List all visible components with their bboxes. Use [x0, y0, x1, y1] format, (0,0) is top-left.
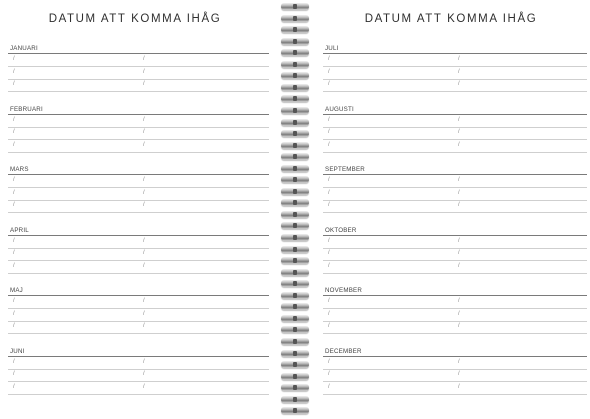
date-separator: /	[328, 262, 330, 269]
date-separator: /	[13, 358, 15, 365]
date-separator: /	[458, 358, 460, 365]
spiral-ring	[281, 211, 309, 218]
date-separator: /	[143, 68, 145, 75]
spiral-ring	[281, 84, 309, 91]
spiral-ring	[281, 326, 309, 333]
date-separator: /	[458, 383, 460, 390]
date-separator: /	[458, 56, 460, 62]
date-separator: /	[458, 189, 460, 196]
date-entry-row[interactable]	[323, 188, 587, 201]
month-section-september	[323, 166, 587, 226]
date-separator: /	[328, 56, 330, 62]
date-separator: /	[13, 298, 15, 304]
date-separator: /	[328, 310, 330, 317]
left-page	[0, 0, 278, 419]
date-separator: /	[328, 116, 330, 123]
date-entry-row[interactable]	[8, 357, 269, 370]
date-separator: /	[143, 237, 145, 244]
date-entry-row[interactable]	[323, 79, 587, 92]
date-separator: /	[458, 237, 460, 244]
month-label: JULI	[325, 45, 339, 52]
date-entry-row[interactable]	[323, 248, 587, 261]
date-separator: /	[13, 371, 15, 377]
date-separator: /	[13, 81, 15, 87]
date-separator: /	[143, 189, 145, 196]
right-page	[312, 0, 590, 419]
date-separator: /	[143, 310, 145, 317]
date-separator: /	[143, 129, 145, 135]
spiral-ring	[281, 338, 309, 345]
date-entry-row[interactable]	[8, 54, 269, 67]
spiral-ring	[281, 142, 309, 149]
date-entry-row[interactable]	[8, 115, 269, 128]
date-separator: /	[328, 129, 330, 135]
spiral-ring	[281, 72, 309, 79]
date-entry-row[interactable]	[323, 140, 587, 153]
month-label: OKTOBER	[325, 226, 357, 234]
date-separator: /	[143, 358, 145, 365]
month-section-juli	[323, 45, 587, 105]
spiral-ring	[281, 280, 309, 287]
date-entry-row[interactable]	[323, 296, 587, 309]
spiral-ring	[281, 350, 309, 357]
spiral-ring	[281, 107, 309, 114]
spiral-ring	[281, 384, 309, 391]
date-entry-row[interactable]	[8, 188, 269, 201]
spiral-ring	[281, 165, 309, 172]
date-separator: /	[458, 371, 460, 377]
month-label: NOVEMBER	[325, 287, 363, 294]
month-section-november	[323, 287, 587, 347]
month-section-oktober	[323, 227, 587, 287]
date-separator: /	[13, 129, 15, 135]
date-entry-row[interactable]	[323, 236, 587, 249]
month-section-april	[8, 227, 269, 287]
spiral-ring	[281, 199, 309, 206]
date-entry-row[interactable]	[323, 115, 587, 128]
right-page-title: DATUM ATT KOMMA IHÅG	[364, 13, 538, 25]
date-separator: /	[13, 177, 15, 183]
date-separator: /	[143, 383, 145, 390]
spiral-ring	[281, 3, 309, 10]
date-entry-row[interactable]	[8, 140, 269, 153]
date-separator: /	[458, 177, 460, 183]
date-entry-row[interactable]	[8, 296, 269, 309]
month-label: JANUARI	[10, 45, 38, 52]
month-section-december	[323, 348, 587, 408]
spiral-ring	[281, 234, 309, 241]
date-separator: /	[328, 237, 330, 244]
spiral-ring	[281, 292, 309, 299]
date-entry-row[interactable]	[8, 200, 269, 213]
date-separator: /	[13, 68, 15, 75]
date-separator: /	[458, 310, 460, 317]
date-separator: /	[143, 116, 145, 123]
date-separator: /	[143, 141, 145, 148]
date-separator: /	[143, 81, 145, 87]
date-entry-row[interactable]	[8, 236, 269, 249]
date-separator: /	[458, 129, 460, 135]
spiral-ring	[281, 373, 309, 380]
date-separator: /	[13, 237, 15, 244]
date-separator: /	[328, 68, 330, 75]
month-section-februari	[8, 106, 269, 166]
spiral-ring	[281, 15, 309, 22]
month-section-maj	[8, 287, 269, 347]
spiral-ring	[281, 269, 309, 276]
spiral-ring	[281, 61, 309, 68]
date-separator: /	[328, 250, 330, 256]
spiral-ring	[281, 303, 309, 310]
spiral-ring	[281, 257, 309, 264]
date-separator: /	[458, 141, 460, 148]
date-separator: /	[458, 116, 460, 123]
date-entry-row[interactable]	[323, 54, 587, 67]
date-separator: /	[143, 202, 145, 208]
date-separator: /	[143, 323, 145, 329]
month-label: AUGUSTI	[325, 105, 354, 113]
date-entry-row[interactable]	[323, 357, 587, 370]
date-separator: /	[143, 250, 145, 256]
date-entry-row[interactable]	[8, 309, 269, 322]
date-separator: /	[13, 56, 15, 62]
spiral-ring	[281, 315, 309, 322]
date-separator: /	[458, 68, 460, 75]
month-section-juni	[8, 348, 269, 408]
date-separator: /	[13, 202, 15, 208]
date-entry-row[interactable]	[8, 175, 269, 188]
month-section-mars	[8, 166, 269, 226]
spiral-ring	[281, 176, 309, 183]
date-separator: /	[143, 177, 145, 183]
date-separator: /	[458, 323, 460, 329]
date-entry-row[interactable]	[323, 369, 587, 382]
month-label: JUNI	[10, 347, 25, 355]
spiral-ring	[281, 222, 309, 229]
date-separator: /	[328, 189, 330, 196]
spiral-ring	[281, 153, 309, 160]
month-label: APRIL	[10, 226, 29, 234]
date-separator: /	[328, 383, 330, 390]
date-separator: /	[328, 323, 330, 329]
month-section-januari	[8, 45, 269, 105]
date-separator: /	[458, 81, 460, 87]
month-label: MAJ	[10, 287, 23, 294]
spiral-ring	[281, 188, 309, 195]
date-separator: /	[143, 262, 145, 269]
date-separator: /	[13, 250, 15, 256]
spiral-ring	[281, 246, 309, 253]
date-separator: /	[328, 141, 330, 148]
date-separator: /	[13, 383, 15, 390]
date-entry-row[interactable]	[323, 321, 587, 334]
spiral-ring	[281, 49, 309, 56]
spiral-ring	[281, 95, 309, 102]
date-entry-row[interactable]	[323, 67, 587, 80]
date-separator: /	[328, 177, 330, 183]
date-entry-row[interactable]	[323, 200, 587, 213]
month-label: FEBRUARI	[10, 105, 43, 113]
date-entry-row[interactable]	[8, 127, 269, 140]
date-separator: /	[13, 323, 15, 329]
date-separator: /	[13, 116, 15, 123]
date-entry-row[interactable]	[323, 261, 587, 274]
date-entry-row[interactable]	[8, 261, 269, 274]
date-separator: /	[143, 298, 145, 304]
date-separator: /	[328, 358, 330, 365]
date-entry-row[interactable]	[8, 369, 269, 382]
date-separator: /	[458, 298, 460, 304]
date-separator: /	[458, 262, 460, 269]
spiral-ring	[281, 396, 309, 403]
date-separator: /	[13, 310, 15, 317]
date-separator: /	[143, 371, 145, 377]
date-entry-row[interactable]	[323, 309, 587, 322]
date-entry-row[interactable]	[323, 175, 587, 188]
month-section-augusti	[323, 106, 587, 166]
date-entry-row[interactable]	[8, 382, 269, 395]
date-separator: /	[328, 202, 330, 208]
spiral-ring	[281, 361, 309, 368]
spiral-ring	[281, 130, 309, 137]
date-separator: /	[328, 298, 330, 304]
date-separator: /	[458, 250, 460, 256]
date-separator: /	[328, 81, 330, 87]
spiral-ring	[281, 407, 309, 414]
spiral-ring	[281, 119, 309, 126]
date-separator: /	[143, 56, 145, 62]
date-entry-row[interactable]	[8, 67, 269, 80]
spiral-ring	[281, 38, 309, 45]
date-separator: /	[458, 202, 460, 208]
spiral-ring	[281, 26, 309, 33]
spiral-binding	[278, 0, 312, 419]
month-label: SEPTEMBER	[325, 166, 365, 173]
date-entry-row[interactable]	[8, 79, 269, 92]
left-page-title: DATUM ATT KOMMA IHÅG	[48, 13, 222, 25]
month-label: DECEMBER	[325, 347, 362, 355]
date-separator: /	[13, 262, 15, 269]
date-separator: /	[13, 141, 15, 148]
date-separator: /	[328, 371, 330, 377]
date-separator: /	[13, 189, 15, 196]
date-entry-row[interactable]	[323, 382, 587, 395]
date-entry-row[interactable]	[323, 127, 587, 140]
month-label: MARS	[10, 166, 29, 173]
date-entry-row[interactable]	[8, 248, 269, 261]
date-entry-row[interactable]	[8, 321, 269, 334]
